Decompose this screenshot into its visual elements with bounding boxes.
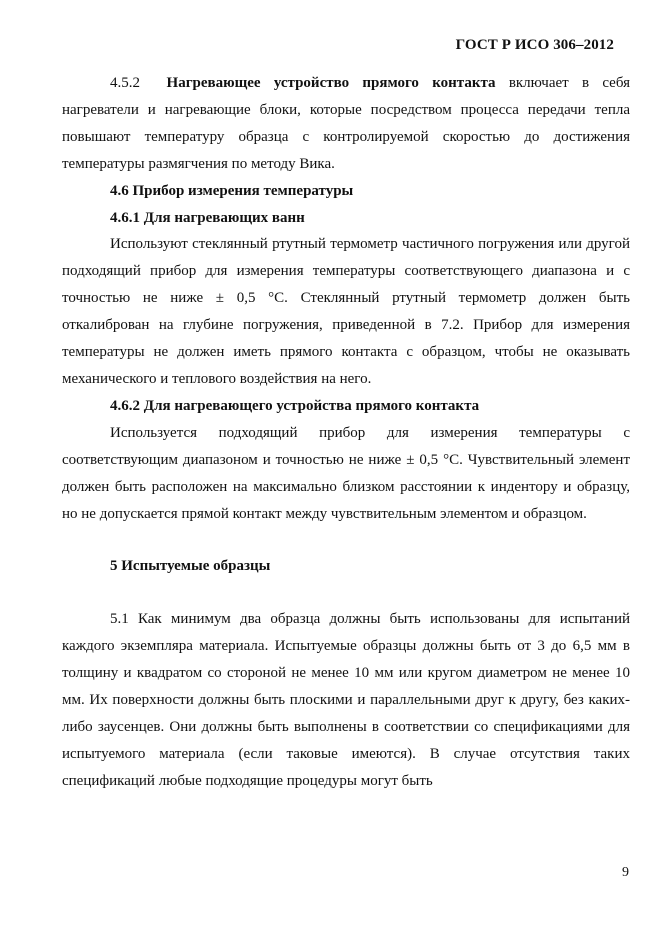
heading-4-6-2: 4.6.2 Для нагревающего устройства прямого контакта — [110, 397, 480, 414]
heading-section-5: 5 Испытуемые образцы — [110, 558, 271, 575]
clause-term: Нагревающее устройство прямого контакта — [166, 75, 496, 91]
paragraph-4-6-1: Используют стеклянный ртутный термометр частичного погружения или другой подходящий прибор для измерения температуры соответствующего диапазона и с точностью не ниже ± 0,5 °С. Стеклянный ртутный термометр должен быть откалиброван на глубине погружения, приведенной в 7.2. Прибор для измерения температуры не должен иметь прямого контакта с образцом, чтобы не оказывать механического и теплового воздействия на него. — [62, 236, 630, 387]
heading-4-6-1: 4.6.1 Для нагревающих ванн — [110, 209, 305, 226]
clause-text: включает в себя нагреватели и нагревающие блоки, которые посредством процесса передачи тепла повышают температуру образца с контролируемой скоростью до достижения температуры размягчения по методу Вика. — [62, 75, 630, 172]
paragraph-5-1: 5.1 Как минимум два образца должны быть использованы для испытаний каждого экземпляра материала. Испытуемые образцы должны быть от 3 до 6,5 мм в толщину и квадратом со стороной не менее 10 мм или кругом диаметром не менее 10 мм. Их поверхности должны быть плоскими и параллельными друг к другу, без каких-либо заусенцев. Они должны быть выполнены в соответствии со спецификациями для испытуемого материала (если таковые имеются). В случае отсутствия таких спецификаций любые подходящие процедуры могут быть — [62, 611, 630, 789]
heading-4-6: 4.6 Прибор измерения температуры — [110, 182, 354, 199]
clause-number: 4.5.2 — [110, 75, 140, 91]
page-number: 9 — [622, 865, 629, 880]
standard-header: ГОСТ Р ИСО 306–2012 — [455, 37, 614, 53]
paragraph-4-6-2: Используется подходящий прибор для измерения температуры с соответствующим диапазоном и точностью не ниже ± 0,5 °С. Чувствительный элемент должен быть расположен на максимально близком расстоянии к индентору и образцу, но не допускается прямой контакт между чувствительным элементом и образцом. — [62, 424, 630, 522]
document-body — [62, 70, 630, 795]
paragraph-4-5-2 — [62, 70, 630, 178]
